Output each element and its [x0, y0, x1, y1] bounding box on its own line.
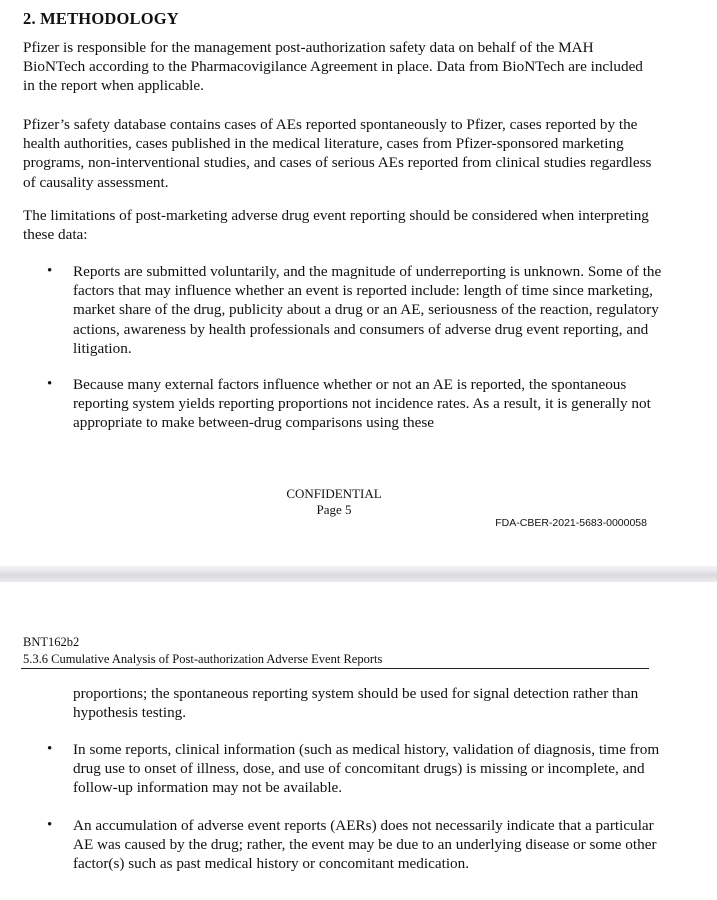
paragraph-safety-database: Pfizer’s safety database contains cases of AEs reported spontaneously to Pfizer, cases reported by the health authorities, cases published in the medical literature, cases from Pfizer-sponsored marketing programs, non-interventional studies, and cases of serious AEs reported from clinical studies regardless of causality assessment.	[23, 116, 652, 191]
page-footer	[0, 486, 668, 518]
bullet-underreporting: Reports are submitted voluntarily, and the magnitude of underreporting is unknown. Some of the factors that may influence whether an event is reported include: length of time since marketing, market share of the drug, publicity about a drug or an AE, seriousness of the reaction, regulatory actions, awareness by health professionals and consumers of adverse drug event reporting, and litigation.	[73, 263, 662, 357]
header-title: 5.3.6 Cumulative Analysis of Post-authorization Adverse Event Reports	[23, 652, 383, 666]
paragraph-responsibility: Pfizer is responsible for the management post-authorization safety data on behalf of the MAH BioNTech according to the Pharmacovigilance Agreement in place. Data from BioNTech are included in the report when applicable.	[23, 39, 643, 95]
bullet-accumulation: An accumulation of adverse event reports (AERs) does not necessarily indicate that a particular AE was caused by the drug; rather, the event may be due to an underlying disease or some other factor(s) such as past medical history or concomitant medication.	[73, 817, 657, 873]
bullet-marker: •	[47, 817, 53, 833]
header-product: BNT162b2	[23, 635, 80, 649]
document-page-6	[0, 582, 717, 900]
document-id: FDA-CBER-2021-5683-0000058	[495, 517, 647, 529]
page-separator	[0, 566, 717, 582]
bullet-marker: •	[47, 741, 53, 757]
bullet-clinical-information: In some reports, clinical information (such as medical history, validation of diagnosis, time from drug use to onset of illness, dose, and use of concomitant drugs) is missing or incomplete, and follow-up information may not be available.	[73, 741, 660, 797]
paragraph-limitations: The limitations of post-marketing adverse drug event reporting should be considered when interpreting these data:	[23, 207, 649, 244]
header-rule	[21, 668, 649, 669]
section-heading: 2. METHODOLOGY	[23, 9, 179, 28]
bullet-external-factors: Because many external factors influence whether or not an AE is reported, the spontaneous reporting system yields reporting proportions not incidence rates. As a result, it is generally not appropriate to make between-drug comparisons using these	[73, 376, 651, 432]
confidential-label: CONFIDENTIAL	[286, 486, 382, 501]
bullet-marker: •	[47, 376, 53, 392]
page-number: Page 5	[316, 502, 352, 517]
bullet-marker: •	[47, 263, 53, 279]
continuation-text: proportions; the spontaneous reporting system should be used for signal detection rather than hypothesis testing.	[73, 685, 639, 722]
